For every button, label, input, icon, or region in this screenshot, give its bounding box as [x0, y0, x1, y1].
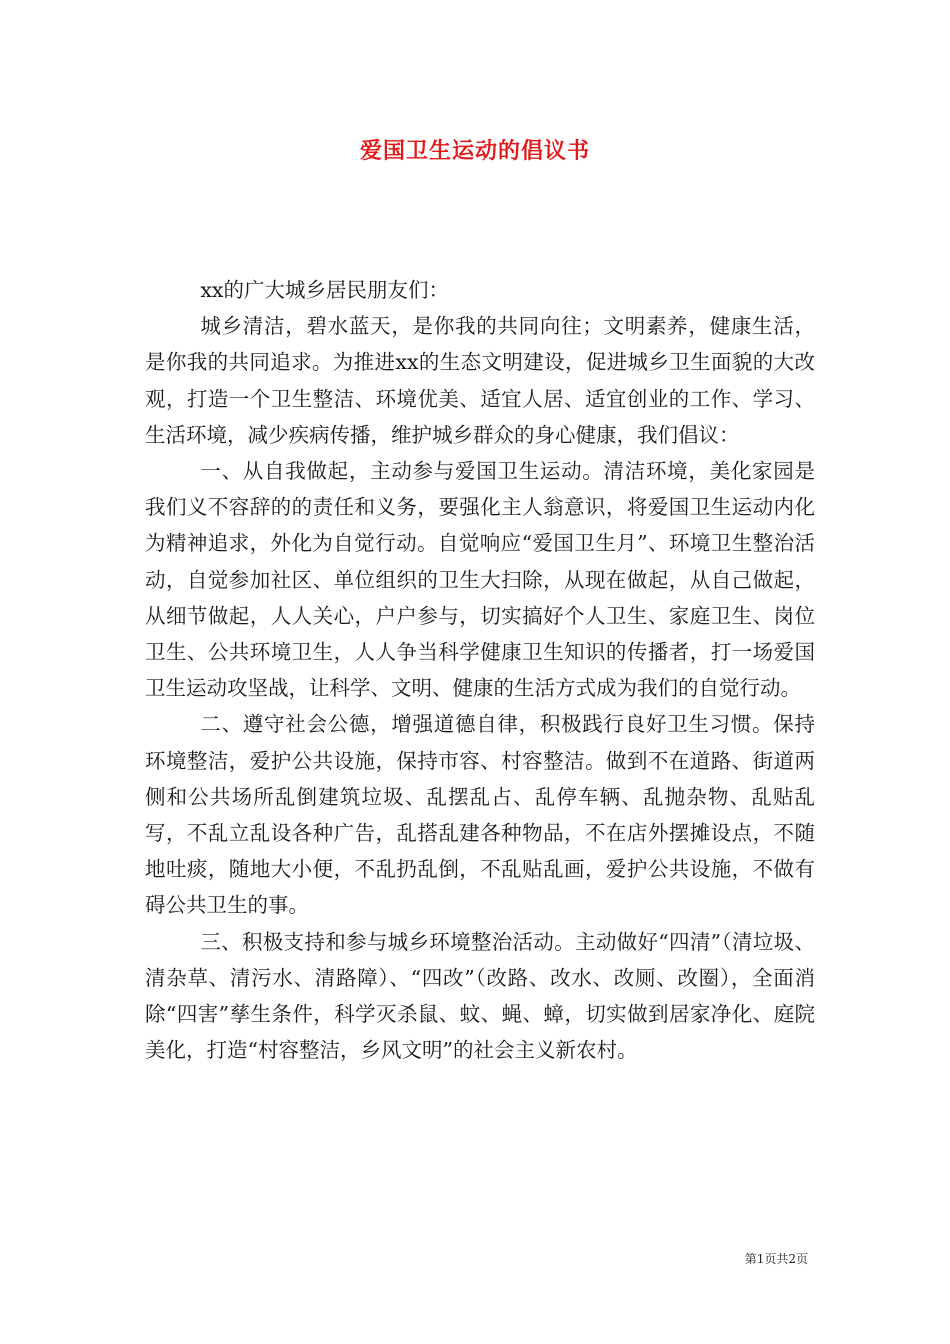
page-number: 第1页共2页	[744, 1252, 808, 1266]
document-body	[145, 272, 815, 1068]
paragraph-point-1: 一、从自我做起，主动参与爱国卫生运动。清洁环境，美化家园是我们义不容辞的的责任和义务，要强化主人翁意识，将爱国卫生运动内化为精神追求，外化为自觉行动。自觉响应“爱国卫生月”、环境卫生整治活动，自觉参加社区、单位组织的卫生大扫除，从现在做起，从自己做起，从细节做起，人人关心，户户参与，切实搞好个人卫生、家庭卫生、岗位卫生、公共环境卫生，人人争当科学健康卫生知识的传播者，打一场爱国卫生运动攻坚战，让科学、文明、健康的生活方式成为我们的自觉行动。	[145, 459, 815, 701]
salutation: xx的广大城乡居民朋友们：	[200, 278, 449, 302]
document-title: 爱国卫生运动的倡议书	[359, 138, 590, 164]
paragraph-point-2: 二、遵守社会公德，增强道德自律，积极践行良好卫生习惯。保持环境整洁，爱护公共设施，保持市容、村容整洁。做到不在道路、街道两侧和公共场所乱倒建筑垃圾、乱摆乱占、乱停车辆、乱抛杂物、乱贴乱写，不乱立乱设各种广告，乱搭乱建各种物品，不在店外摆摊设点，不随地吐痰，随地大小便，不乱扔乱倒，不乱贴乱画，爱护公共设施，不做有碍公共卫生的事。	[145, 712, 815, 918]
paragraph-point-3: 三、积极支持和参与城乡环境整治活动。主动做好“四清”（清垃圾、清杂草、清污水、清路障）、“四改”（改路、改水、改厕、改圈），全面消除“四害”孳生条件，科学灭杀鼠、蚊、蝇、蟑，切实做到居家净化、庭院美化，打造“村容整洁，乡风文明”的社会主义新农村。	[145, 929, 815, 1063]
paragraph-intro: 城乡清洁，碧水蓝天，是你我的共同向往；文明素养，健康生活，是你我的共同追求。为推进xx的生态文明建设，促进城乡卫生面貌的大改观，打造一个卫生整洁、环境优美、适宜人居、适宜创业的工作、学习、生活环境，减少疾病传播，维护城乡群众的身心健康，我们倡议：	[145, 314, 815, 447]
